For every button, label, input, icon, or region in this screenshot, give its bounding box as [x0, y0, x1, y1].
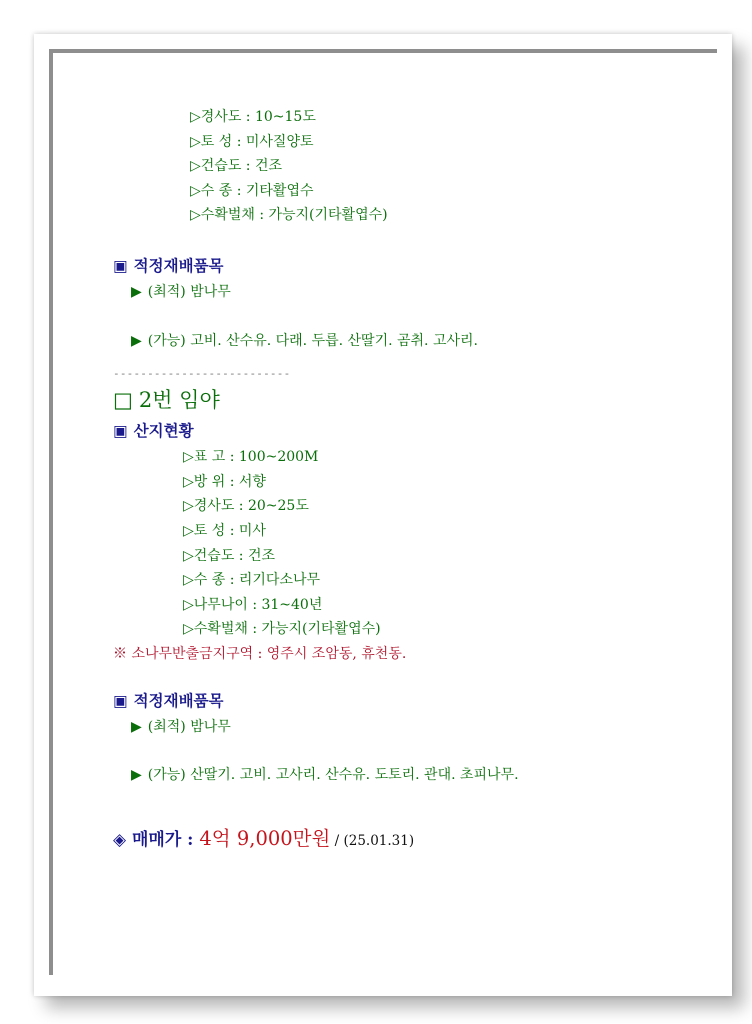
crops-heading [113, 687, 703, 715]
possible-crop-text: (가능) 고비. 산수유. 다래. 두릅. 산딸기. 곰취. 고사리. [147, 332, 478, 349]
spec-line: ▷수확벌채 : 가능지(기타활엽수) [190, 207, 388, 224]
square-marker-icon: ▣ [113, 422, 128, 441]
page-inner [49, 49, 717, 975]
section-title [113, 383, 703, 417]
spec-line: ▷건습도 : 건조 [183, 547, 276, 564]
best-crop-text: (최적) 밤나무 [147, 283, 231, 300]
triangle-bullet-icon: ▶ [131, 767, 142, 784]
square-marker-icon: ▣ [113, 691, 128, 710]
spec-line: ▷경사도 : 10~15도 [190, 109, 316, 125]
spec-line: ▷경사도 : 20~25도 [183, 498, 309, 515]
notice-text: 소나무반출금지구역 : 영주시 조암동, 휴천동. [131, 645, 407, 662]
status-heading [113, 417, 703, 445]
triangle-bullet-icon: ▶ [131, 718, 142, 735]
crops-heading [113, 252, 703, 280]
section-title-label: 2번 임야 [138, 388, 220, 413]
diamond-marker-icon: ◈ [113, 829, 127, 850]
spec-line: ▷표 고 : 100~200M [183, 449, 319, 466]
listing-content [113, 105, 703, 856]
spec-line: ▷수확벌채 : 가능지(기타활엽수) [183, 621, 381, 638]
best-crop-line [113, 280, 703, 305]
price-label: 매매가 : [132, 829, 200, 850]
crops-heading-label: 적정재배품목 [133, 255, 224, 275]
possible-crop-text: (가능) 산딸기. 고비. 고사리. 산수유. 도토리. 관대. 초피나무. [147, 767, 519, 784]
crops-heading-label: 적정재배품목 [133, 690, 224, 710]
notice-line [113, 642, 703, 667]
spec-line: ▷토 성 : 미사 [183, 522, 266, 539]
best-crop-text: (최적) 밤나무 [147, 718, 231, 735]
possible-crop-line [113, 763, 703, 788]
spec-line: ▷수 종 : 기타활엽수 [190, 182, 314, 199]
empty-square-icon: □ [113, 388, 133, 413]
price-amount: 4억 9,000만원 [199, 826, 331, 850]
spec-line: ▷건습도 : 건조 [190, 158, 283, 175]
status-heading-label: 산지현황 [133, 421, 194, 441]
spec-line: ▷나무나이 : 31~40년 [183, 596, 323, 613]
page-frame [34, 34, 732, 996]
spec-line: ▷수 종 : 리기다소나무 [183, 572, 321, 589]
best-crop-line [113, 715, 703, 740]
price-date: / (25.01.31) [330, 832, 415, 849]
possible-crop-line [113, 329, 703, 354]
triangle-bullet-icon: ▶ [131, 283, 142, 300]
square-marker-icon: ▣ [113, 256, 128, 275]
asterisk-marker-icon: ※ [113, 645, 127, 662]
divider-line: -------------------------- [113, 367, 291, 381]
price-line [113, 824, 703, 856]
triangle-bullet-icon: ▶ [131, 332, 142, 349]
spec-line: ▷방 위 : 서향 [183, 473, 266, 490]
spec-line: ▷토 성 : 미사질양토 [190, 133, 314, 150]
